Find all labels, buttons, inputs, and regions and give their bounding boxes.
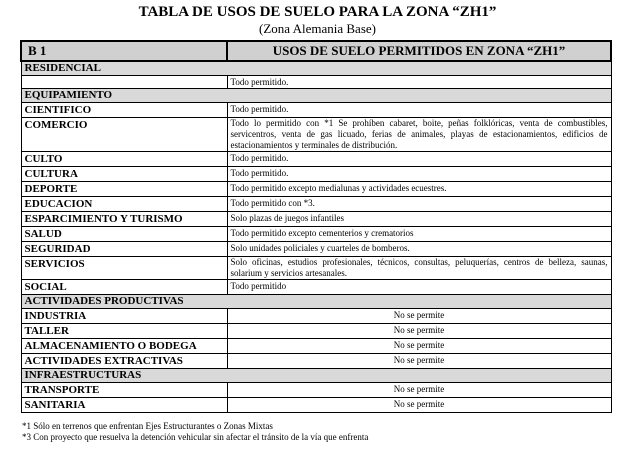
table-row xyxy=(21,280,611,295)
use-label: ALMACENAMIENTO O BODEGA xyxy=(21,339,227,354)
use-description: No se permite xyxy=(227,309,611,324)
section-label: ACTIVIDADES PRODUCTIVAS xyxy=(21,295,611,309)
land-use-table xyxy=(20,40,612,413)
table-row xyxy=(21,103,611,118)
use-description: Todo lo permitido con *1 Se prohíben cabaret, boite, peñas folklóricas, venta de combustibles, servicentros, venta de gas licuado, ferias de animales, playas de estacionamientos, edificios de estacionamientos y terminales de distribución. xyxy=(227,118,611,152)
use-description: Todo permitido. xyxy=(227,167,611,182)
table-row xyxy=(21,152,611,167)
table-row xyxy=(21,354,611,369)
use-label: SEGURIDAD xyxy=(21,242,227,257)
table-row xyxy=(21,324,611,339)
use-description: No se permite xyxy=(227,383,611,398)
table-header-row xyxy=(21,41,611,61)
table-row xyxy=(21,227,611,242)
section-row xyxy=(21,89,611,103)
table-row xyxy=(21,398,611,413)
document-subtitle: (Zona Alemania Base) xyxy=(259,21,376,36)
use-description: Solo oficinas, estudios profesionales, técnicos, consultas, peluquerías, centros de belleza, saunas, solarium y servicios artesanales. xyxy=(227,257,611,280)
use-label: EDUCACION xyxy=(21,197,227,212)
use-label: DEPORTE xyxy=(21,182,227,197)
table-row xyxy=(21,242,611,257)
use-label: ESPARCIMIENTO Y TURISMO xyxy=(21,212,227,227)
table-row xyxy=(21,339,611,354)
table-row xyxy=(21,257,611,280)
table-row xyxy=(21,118,611,152)
section-row xyxy=(21,369,611,383)
use-label: ACTIVIDADES EXTRACTIVAS xyxy=(21,354,227,369)
use-description: No se permite xyxy=(227,354,611,369)
use-label: SERVICIOS xyxy=(21,257,227,280)
use-label: CULTO xyxy=(21,152,227,167)
use-description: No se permite xyxy=(227,398,611,413)
use-description: No se permite xyxy=(227,324,611,339)
use-label: SOCIAL xyxy=(21,280,227,295)
table-row xyxy=(21,309,611,324)
use-label: CIENTIFICO xyxy=(21,103,227,118)
section-label: INFRAESTRUCTURAS xyxy=(21,369,611,383)
use-description: Todo permitido excepto cementerios y crematorios xyxy=(227,227,611,242)
section-label: EQUIPAMIENTO xyxy=(21,89,611,103)
table-row xyxy=(21,182,611,197)
document-title: TABLA DE USOS DE SUELO PARA LA ZONA “ZH1” xyxy=(138,4,497,20)
use-label: TALLER xyxy=(21,324,227,339)
table-header-title: USOS DE SUELO PERMITIDOS EN ZONA “ZH1” xyxy=(227,41,611,61)
use-description: Todo permitido excepto medialunas y actividades ecuestres. xyxy=(227,182,611,197)
footnotes xyxy=(22,421,368,443)
use-label: SALUD xyxy=(21,227,227,242)
table-row xyxy=(21,383,611,398)
use-label: INDUSTRIA xyxy=(21,309,227,324)
use-description: Solo plazas de juegos infantiles xyxy=(227,212,611,227)
use-description: Todo permitido. xyxy=(227,152,611,167)
table-row xyxy=(21,212,611,227)
table-row xyxy=(21,197,611,212)
section-label: RESIDENCIAL xyxy=(21,61,611,76)
use-description: Solo unidades policiales y cuarteles de bomberos. xyxy=(227,242,611,257)
use-description: Todo permitido xyxy=(227,280,611,295)
section-row xyxy=(21,295,611,309)
section-row xyxy=(21,61,611,76)
land-use-table-body xyxy=(21,41,611,413)
use-description: Todo permitido con *3. xyxy=(227,197,611,212)
use-label: TRANSPORTE xyxy=(21,383,227,398)
use-description: Todo permitido. xyxy=(227,76,611,89)
table-row xyxy=(21,167,611,182)
use-description: Todo permitido. xyxy=(227,103,611,118)
use-description: No se permite xyxy=(227,339,611,354)
use-label: SANITARIA xyxy=(21,398,227,413)
footnote-1: *1 Sólo en terrenos que enfrentan Ejes Estructurantes o Zonas Mixtas xyxy=(22,421,273,431)
use-label: CULTURA xyxy=(21,167,227,182)
table-row xyxy=(21,76,611,89)
use-label: COMERCIO xyxy=(21,118,227,152)
footnote-3: *3 Con proyecto que resuelva la detención vehicular sin afectar el tránsito de la vía que enfrenta xyxy=(22,432,369,442)
use-label xyxy=(21,76,227,89)
table-code: B 1 xyxy=(21,41,227,61)
